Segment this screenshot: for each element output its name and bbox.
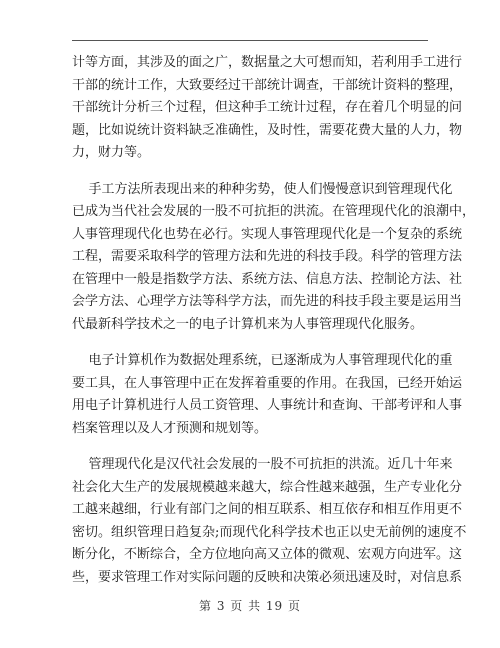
text-line: 已成为当代社会发展的一股不可抗拒的洪流。在管理现代化的浪潮中， [72, 204, 476, 219]
text-line: 工越来越细，行业有部门之间的相互联系、相互依存和相互作用更不 [72, 502, 463, 517]
text-line: 断分化，不断综合，全方位地向高又立体的微观、宏观方向进军。这 [72, 547, 463, 562]
text-line: 题，比如说统计资料缺乏准确性，及时性，需要花费大量的人力，物 [72, 122, 463, 138]
text-line: 手工方法所表现出来的种种劣势，使人们慢慢意识到管理现代化 [72, 181, 453, 197]
text-line: 用电子计算机进行人员工资管理、人事统计和查询、干部考评和人事 [72, 398, 463, 413]
text-line: 密切。组织管理日趋复杂;而现代化科学技术也正以史无前例的速度不 [72, 524, 467, 540]
text-line: 电子计算机作为数据处理系统，已逐渐成为人事管理现代化的重 [72, 353, 453, 368]
text-line: 干部统计分析三个过程，但这种手工统计过程，存在着几个明显的问 [72, 100, 463, 115]
text-line: 管理现代化是汉代社会发展的一股不可抗拒的洪流。近几十年来 [72, 457, 453, 472]
paragraph-3 [72, 350, 463, 440]
text-line: 档案管理以及人才预测和规划等。 [72, 420, 268, 436]
document-body [72, 52, 476, 589]
text-line: 要工具，在人事管理中正在发挥着重要的作用。在我国，已经开始运 [72, 375, 463, 391]
text-line: 人事管理现代化也势在必行。实现人事管理现代化是一个复杂的系统 [72, 226, 463, 242]
text-line: 干部的统计工作，大致要经过干部统计调查，干部统计资料的整理， [72, 77, 463, 93]
text-line: 社会化大生产的发展规模越来越大，综合性越来越强，生产专业化分 [72, 479, 463, 495]
page-number: 第 3 页 共 19 页 [199, 599, 301, 613]
text-line: 会学方法、心理学方法等科学方法，而先进的科技手段主要是运用当 [72, 294, 463, 309]
text-line: 工程，需要采取科学的管理方法和先进的科技手段。科学的管理方法 [72, 249, 463, 264]
header-rule [72, 40, 428, 41]
text-line: 在管理中一般是指数学方法、系统方法、信息方法、控制论方法、社 [72, 271, 463, 287]
text-line: 代最新科学技术之一的电子计算机来为人事管理现代化服务。 [72, 316, 424, 332]
text-line: 计等方面，其涉及的面之广，数据量之大可想而知，若利用手工进行 [72, 55, 463, 70]
paragraph-1 [72, 52, 463, 165]
paragraph-4 [72, 454, 467, 589]
paragraph-2 [72, 179, 476, 337]
text-line: 力，财力等。 [72, 145, 151, 160]
text-line: 些，要求管理工作对实际问题的反映和决策必须迅速及时，对信息系 [72, 569, 463, 585]
